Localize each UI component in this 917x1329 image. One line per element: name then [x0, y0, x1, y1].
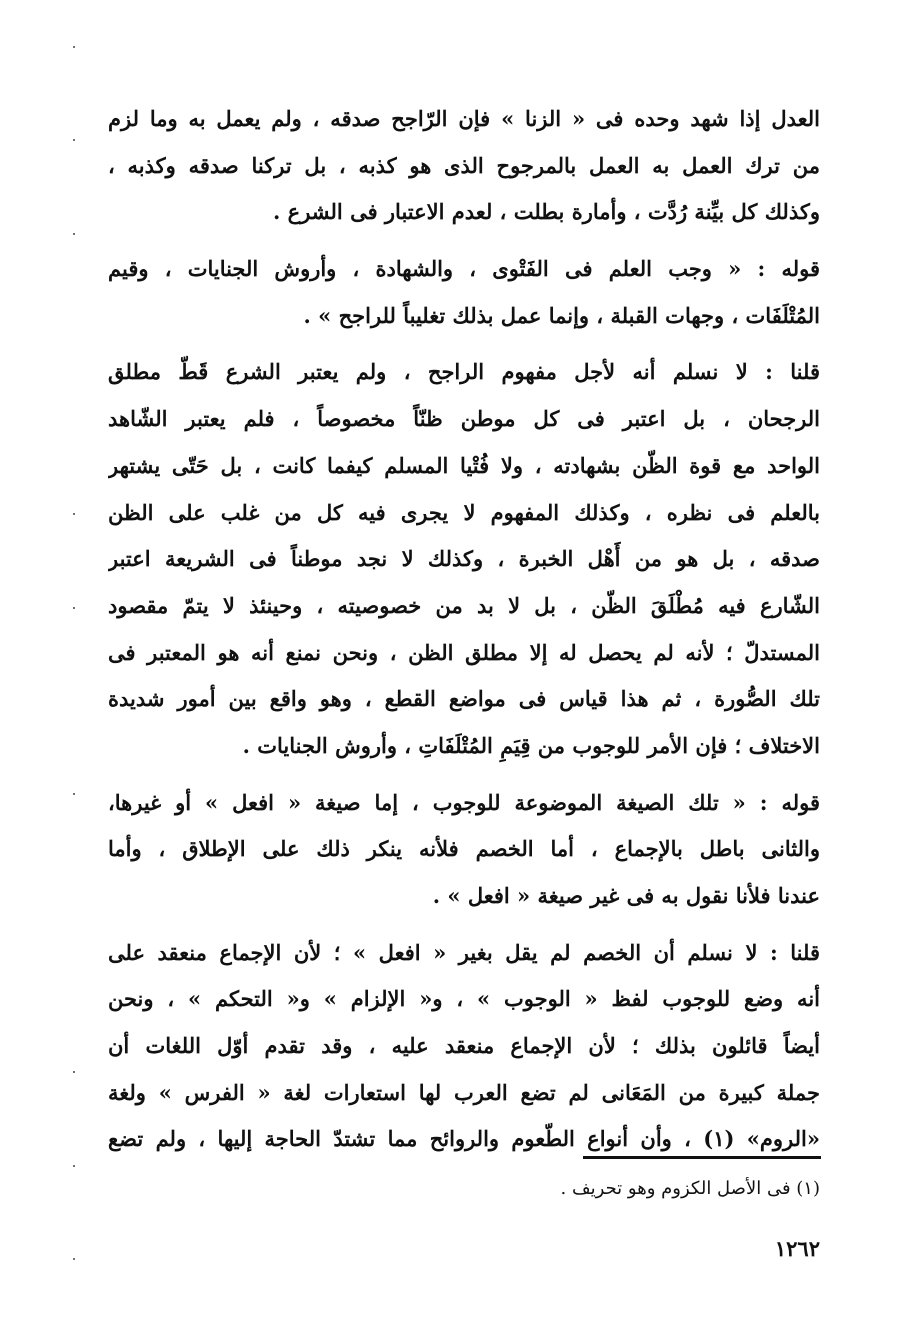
- paragraph-3: [108, 349, 820, 769]
- text-line: قوله : « تلك الصيغة الموضوعة للوجوب ، إما صيغة « افعل » أو غيرها،: [108, 789, 820, 815]
- scan-speck: [73, 513, 75, 515]
- text-line: صدقه ، بل هو من أَهْل الخبرة ، وكذلك لا نجد موطناً فى الشريعة اعتبر: [108, 546, 820, 572]
- text-line: قوله : « وجب العلم فى الفَتْوى ، والشهادة ، وأروش الجنايات ، وقيم: [108, 256, 820, 282]
- scan-speck: [73, 233, 75, 235]
- paragraph-1: [108, 96, 820, 236]
- paragraph-4: [108, 780, 820, 920]
- text-line: قلنا : لا نسلم أن الخصم لم يقل بغير « افعل » ؛ لأن الإجماع منعقد على: [108, 939, 820, 965]
- scan-speck: [73, 1071, 75, 1073]
- text-line: من ترك العمل به العمل بالمرجوح الذى هو كذبه ، بل تركنا صدقه وكذبه ،: [108, 152, 820, 178]
- text-line: «الروم» (١) ، وأن أنواع الطّعوم والروائح مما تشتدّ الحاجة إليها ، ولم تضع: [108, 1126, 820, 1152]
- text-line: الشّارع فيه مُطْلَقَ الظّن ، بل لا بد من خصوصيته ، وحينئذ لا يتمّ مقصود: [108, 592, 820, 618]
- scan-speck: [73, 1258, 75, 1260]
- main-text: [108, 96, 820, 1173]
- scan-speck: [73, 139, 75, 141]
- scan-speck: [73, 793, 75, 795]
- text-line: العدل إذا شهد وحده فى « الزنا » فإن الرّاجح صدقه ، ولم يعمل به وما لزم: [108, 106, 820, 131]
- page-number: ١٢٦٢: [774, 1236, 820, 1261]
- text-line: الاختلاف ؛ فإن الأمر للوجوب من قِيَمِ المُتْلَفَاتِ ، وأروش الجنايات .: [242, 732, 820, 758]
- text-line: الواحد مع قوة الظّن بشهادته ، ولا فُتْيا المسلم كيفما كانت ، بل حَتّى يشتهر: [108, 452, 820, 478]
- text-line: المستدلّ ؛ لأنه لم يحصل له إلا مطلق الظن ، ونحن نمنع أنه هو المعتبر فى: [108, 639, 820, 665]
- text-line: أنه وضع للوجوب لفظ « الوجوب » ، و« الإلزام » و« التحكم » ، ونحن: [108, 986, 820, 1012]
- text-line: الرجحان ، بل اعتبر فى كل موطن ظنّاً مخصوصاً ، فلم يعتبر الشّاهد: [108, 406, 820, 432]
- text-line: أيضاً قائلون بذلك ؛ لأن الإجماع منعقد عليه ، وقد تقدم أوّل اللغات أن: [108, 1033, 820, 1059]
- text-line: والثانى باطل بالإجماع ، أما الخصم فلأنه ينكر ذلك على الإطلاق ، وأما: [108, 836, 820, 862]
- text-line: بالعلم فى نظره ، وكذلك المفهوم لا يجرى فيه كل من غلب على الظن: [108, 499, 820, 525]
- footnote: (١) فى الأصل الكزوم وهو تحريف .: [560, 1178, 820, 1199]
- paragraph-5: [108, 930, 820, 1163]
- text-line: عندنا فلأنا نقول به فى غير صيغة « افعل » .: [432, 883, 820, 908]
- scan-speck: [73, 607, 75, 609]
- text-line: المُتْلَفَات ، وجهات القبلة ، وإنما عمل بذلك تغليباً للراجح » .: [303, 302, 820, 328]
- text-line: قلنا : لا نسلم أنه لأجل مفهوم الراجح ، ولم يعتبر الشرع قَطّ مطلق: [108, 359, 820, 385]
- paragraph-2: [108, 246, 820, 339]
- footnote-separator: [583, 1156, 821, 1159]
- text-line: تلك الصُّورة ، ثم هذا قياس فى مواضع القطع ، وهو واقع بين أمور شديدة: [108, 686, 820, 712]
- scan-speck: [73, 1165, 75, 1167]
- scan-speck: [73, 46, 75, 48]
- text-line: وكذلك كل بيِّنة رُدَّت ، وأمارة بطلت ، لعدم الاعتبار فى الشرع .: [273, 199, 820, 225]
- text-line: جملة كبيرة من المَعَانى لم تضع العرب لها استعارات لغة « الفرس » ولغة: [108, 1079, 820, 1105]
